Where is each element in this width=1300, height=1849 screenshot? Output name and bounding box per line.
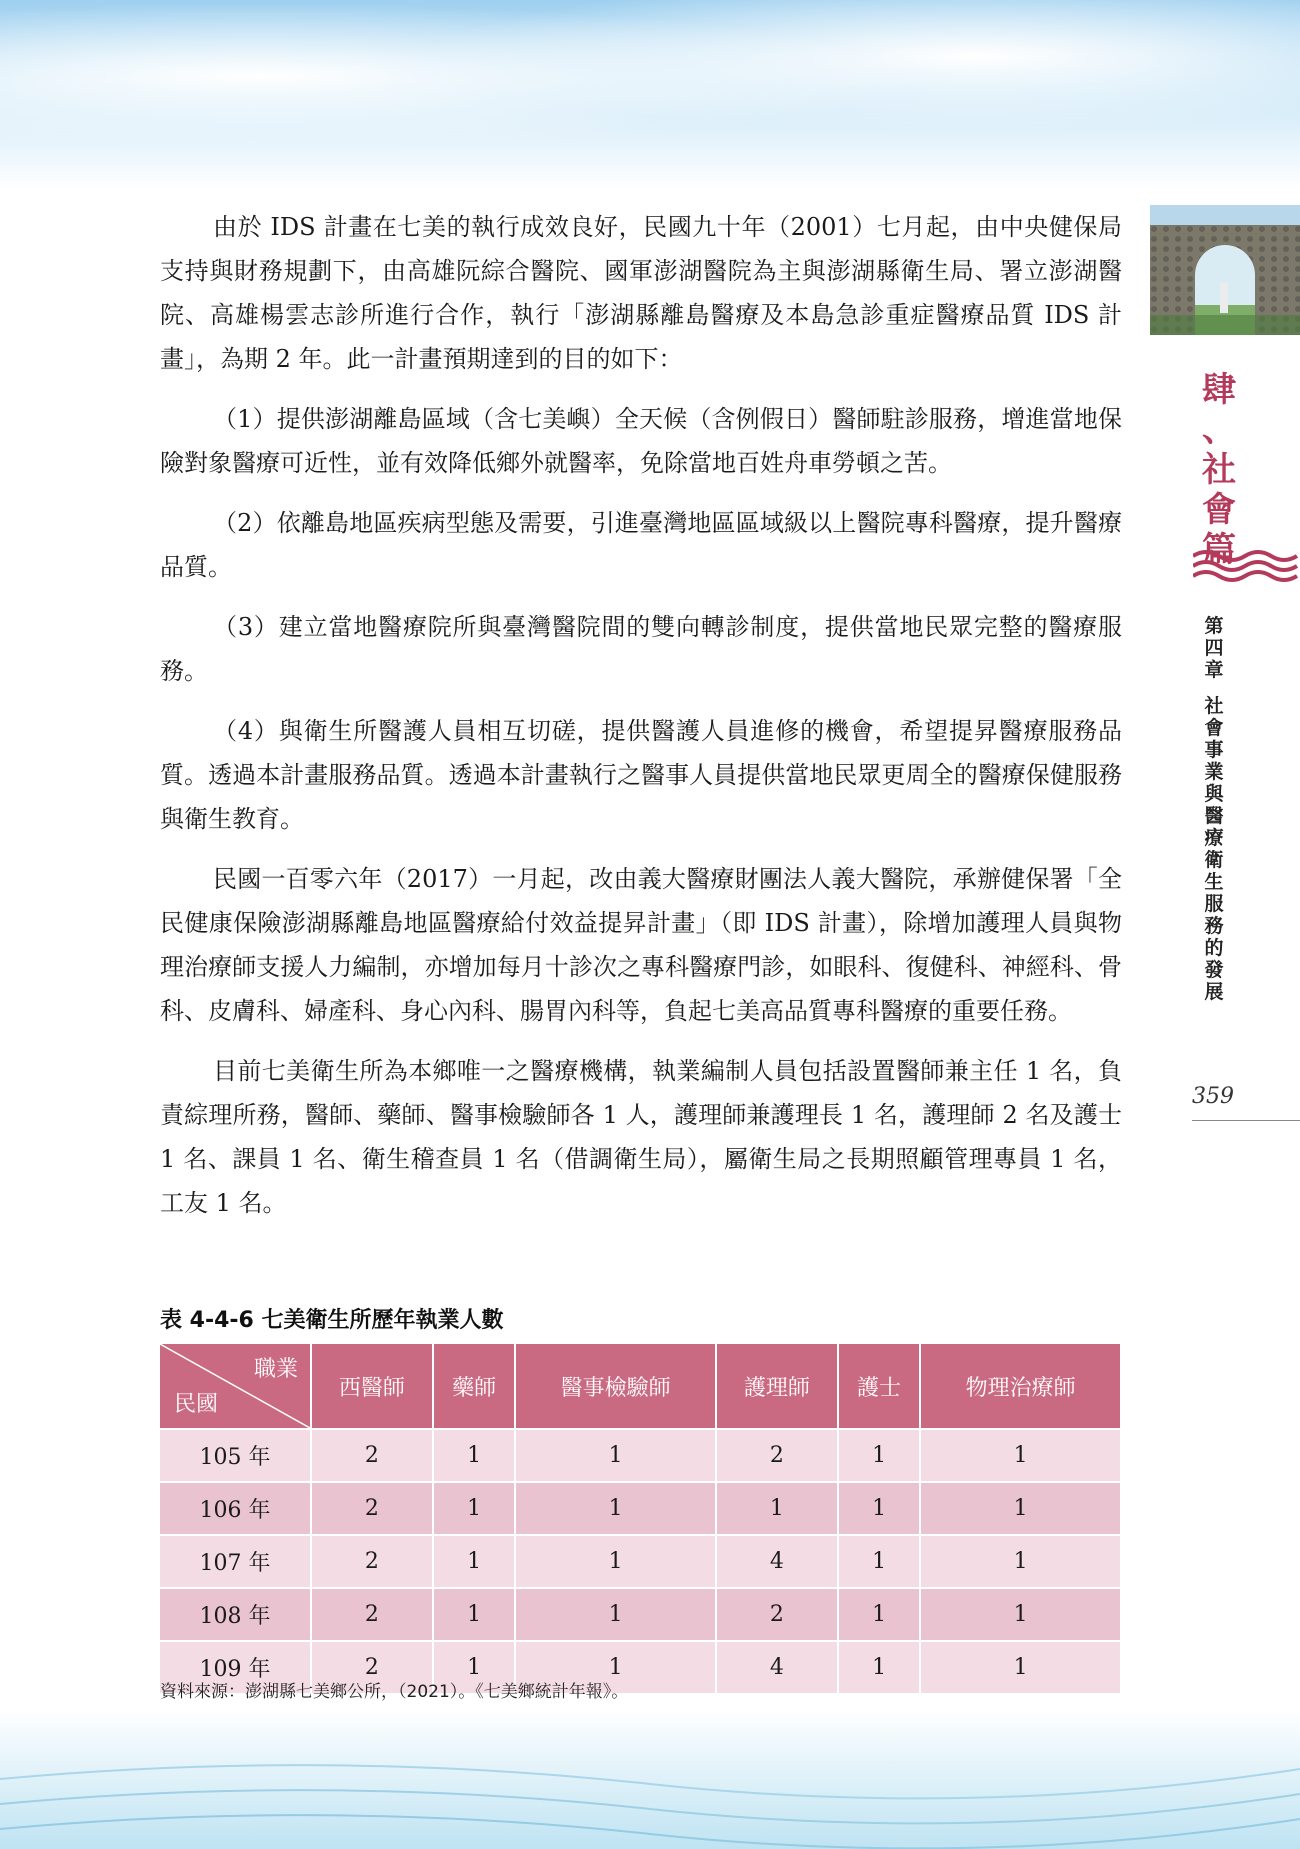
value-cell: 1 <box>433 1641 515 1693</box>
table-caption: 表 4-4-6 七美衛生所歷年執業人數 <box>160 1308 504 1333</box>
year-cell: 106 年 <box>160 1482 311 1535</box>
column-header: 物理治療師 <box>920 1344 1121 1429</box>
part-title-char: 會 <box>1202 490 1236 530</box>
bottom-wave-decoration <box>0 1709 1300 1849</box>
paragraph: 由於 IDS 計畫在七美的執行成效良好，民國九十年（2001）七月起，由中央健保局支持與財務規劃下，由高雄阮綜合醫院、國軍澎湖醫院為主與澎湖縣衛生局、署立澎湖醫院、高雄楊雲志診所進行合作，執行「澎湖縣離島醫療及本島急診重症醫療品質 IDS 計畫」，為期 2 年。此一計畫預期達到的目的如下： <box>160 213 1122 373</box>
value-cell: 1 <box>920 1535 1121 1588</box>
chapter-char: 章 <box>1204 659 1224 681</box>
table-row <box>160 1429 1121 1482</box>
paragraph: 民國一百零六年（2017）一月起，改由義大醫療財團法人義大醫院，承辦健保署「全民健康保險澎湖縣離島地區醫療給付效益提昇計畫」（即 IDS 計畫），除增加護理人員與物理治療師支援人力編制，亦增加每月十診次之專科醫療門診，如眼科、復健科、神經科、骨科、皮膚科、婦產科、身心內科、腸胃內科等，負起七美高品質專科醫療的重要任務。 <box>160 865 1122 1025</box>
chapter-title-char: 與 <box>1204 783 1224 805</box>
paragraph: （3）建立當地醫療院所與臺灣醫院間的雙向轉診制度，提供當地民眾完整的醫療服務。 <box>160 613 1122 685</box>
value-cell: 2 <box>311 1641 433 1693</box>
value-cell: 1 <box>838 1535 920 1588</box>
paragraph: （1）提供澎湖離島區域（含七美嶼）全天候（含例假日）醫師駐診服務，增進當地保險對象醫療可近性，並有效降低鄉外就醫率，免除當地百姓舟車勞頓之苦。 <box>160 405 1122 477</box>
staff-table <box>160 1344 1122 1693</box>
stone-gate-photo <box>1150 205 1300 335</box>
page-number-rule <box>1192 1120 1300 1121</box>
chapter-label <box>1196 615 1232 1003</box>
chapter-title-char: 事 <box>1204 739 1224 761</box>
year-cell: 109 年 <box>160 1641 311 1693</box>
year-cell: 108 年 <box>160 1588 311 1641</box>
column-header: 護士 <box>838 1344 920 1429</box>
value-cell: 1 <box>515 1535 716 1588</box>
value-cell: 1 <box>920 1588 1121 1641</box>
table-header-row <box>160 1344 1121 1429</box>
chapter-title-char: 醫 <box>1204 805 1224 827</box>
page-number: 359 <box>1192 1084 1234 1109</box>
part-title-char: 肆 <box>1202 370 1236 410</box>
body-text <box>160 205 1122 1241</box>
value-cell: 1 <box>515 1429 716 1482</box>
chapter-title-char: 發 <box>1204 959 1224 981</box>
value-cell: 1 <box>920 1482 1121 1535</box>
column-header: 醫事檢驗師 <box>515 1344 716 1429</box>
chapter-title-char: 衛 <box>1204 849 1224 871</box>
value-cell: 1 <box>433 1429 515 1482</box>
value-cell: 1 <box>515 1482 716 1535</box>
chapter-title-char: 業 <box>1204 761 1224 783</box>
chapter-title-char: 展 <box>1204 981 1224 1003</box>
sky-header-banner <box>0 0 1300 190</box>
table-row <box>160 1535 1121 1588</box>
corner-top-label: 職業 <box>253 1357 298 1382</box>
value-cell: 1 <box>433 1535 515 1588</box>
column-header: 西醫師 <box>311 1344 433 1429</box>
chapter-title-char: 療 <box>1204 827 1224 849</box>
value-cell: 4 <box>716 1641 838 1693</box>
column-header: 藥師 <box>433 1344 515 1429</box>
table-row <box>160 1588 1121 1641</box>
chapter-title-char: 社 <box>1204 695 1224 717</box>
paragraph: （2）依離島地區疾病型態及需要，引進臺灣地區區域級以上醫院專科醫療，提升醫療品質。 <box>160 509 1122 581</box>
value-cell: 1 <box>838 1429 920 1482</box>
value-cell: 1 <box>838 1641 920 1693</box>
corner-bottom-label: 民國 <box>174 1392 219 1417</box>
value-cell: 1 <box>433 1482 515 1535</box>
value-cell: 2 <box>311 1535 433 1588</box>
value-cell: 2 <box>311 1429 433 1482</box>
value-cell: 1 <box>838 1588 920 1641</box>
wave-ornament-icon <box>1193 548 1298 588</box>
value-cell: 2 <box>716 1588 838 1641</box>
value-cell: 4 <box>716 1535 838 1588</box>
table-row <box>160 1482 1121 1535</box>
value-cell: 1 <box>838 1482 920 1535</box>
part-title-char: 社 <box>1202 450 1236 490</box>
value-cell: 1 <box>716 1482 838 1535</box>
paragraph: 目前七美衛生所為本鄉唯一之醫療機構，執業編制人員包括設置醫師兼主任 1 名，負責綜理所務，醫師、藥師、醫事檢驗師各 1 人，護理師兼護理長 1 名，護理師 2 名及護士 1 名、課員 1 名、衛生稽查員 1 名（借調衛生局），屬衛生局之長期照顧管理專員 1 名，工友 1 名。 <box>160 1057 1122 1217</box>
value-cell: 1 <box>515 1588 716 1641</box>
value-cell: 1 <box>920 1641 1121 1693</box>
chapter-char: 四 <box>1204 637 1224 659</box>
chapter-char: 第 <box>1204 615 1224 637</box>
value-cell: 2 <box>311 1588 433 1641</box>
paragraph: （4）與衛生所醫護人員相互切磋，提供醫護人員進修的機會，希望提昇醫療服務品質。透過本計畫服務品質。透過本計畫執行之醫事人員提供當地民眾更周全的醫療保健服務與衛生教育。 <box>160 717 1122 833</box>
value-cell: 1 <box>920 1429 1121 1482</box>
value-cell: 2 <box>311 1482 433 1535</box>
chapter-title-char: 服 <box>1204 893 1224 915</box>
year-cell: 107 年 <box>160 1535 311 1588</box>
column-header: 護理師 <box>716 1344 838 1429</box>
part-title <box>1196 370 1242 570</box>
chapter-title-char: 會 <box>1204 717 1224 739</box>
chapter-title-char: 的 <box>1204 937 1224 959</box>
value-cell: 1 <box>433 1588 515 1641</box>
chapter-title-char: 務 <box>1204 915 1224 937</box>
part-title-char: 篇 <box>1202 530 1236 570</box>
value-cell: 1 <box>515 1641 716 1693</box>
part-title-char: 、 <box>1202 410 1236 450</box>
value-cell: 2 <box>716 1429 838 1482</box>
corner-header <box>160 1344 311 1429</box>
table-source-note: 資料來源：澎湖縣七美鄉公所，（2021）。《七美鄉統計年報》。 <box>160 1682 629 1702</box>
chapter-title-char: 生 <box>1204 871 1224 893</box>
year-cell: 105 年 <box>160 1429 311 1482</box>
